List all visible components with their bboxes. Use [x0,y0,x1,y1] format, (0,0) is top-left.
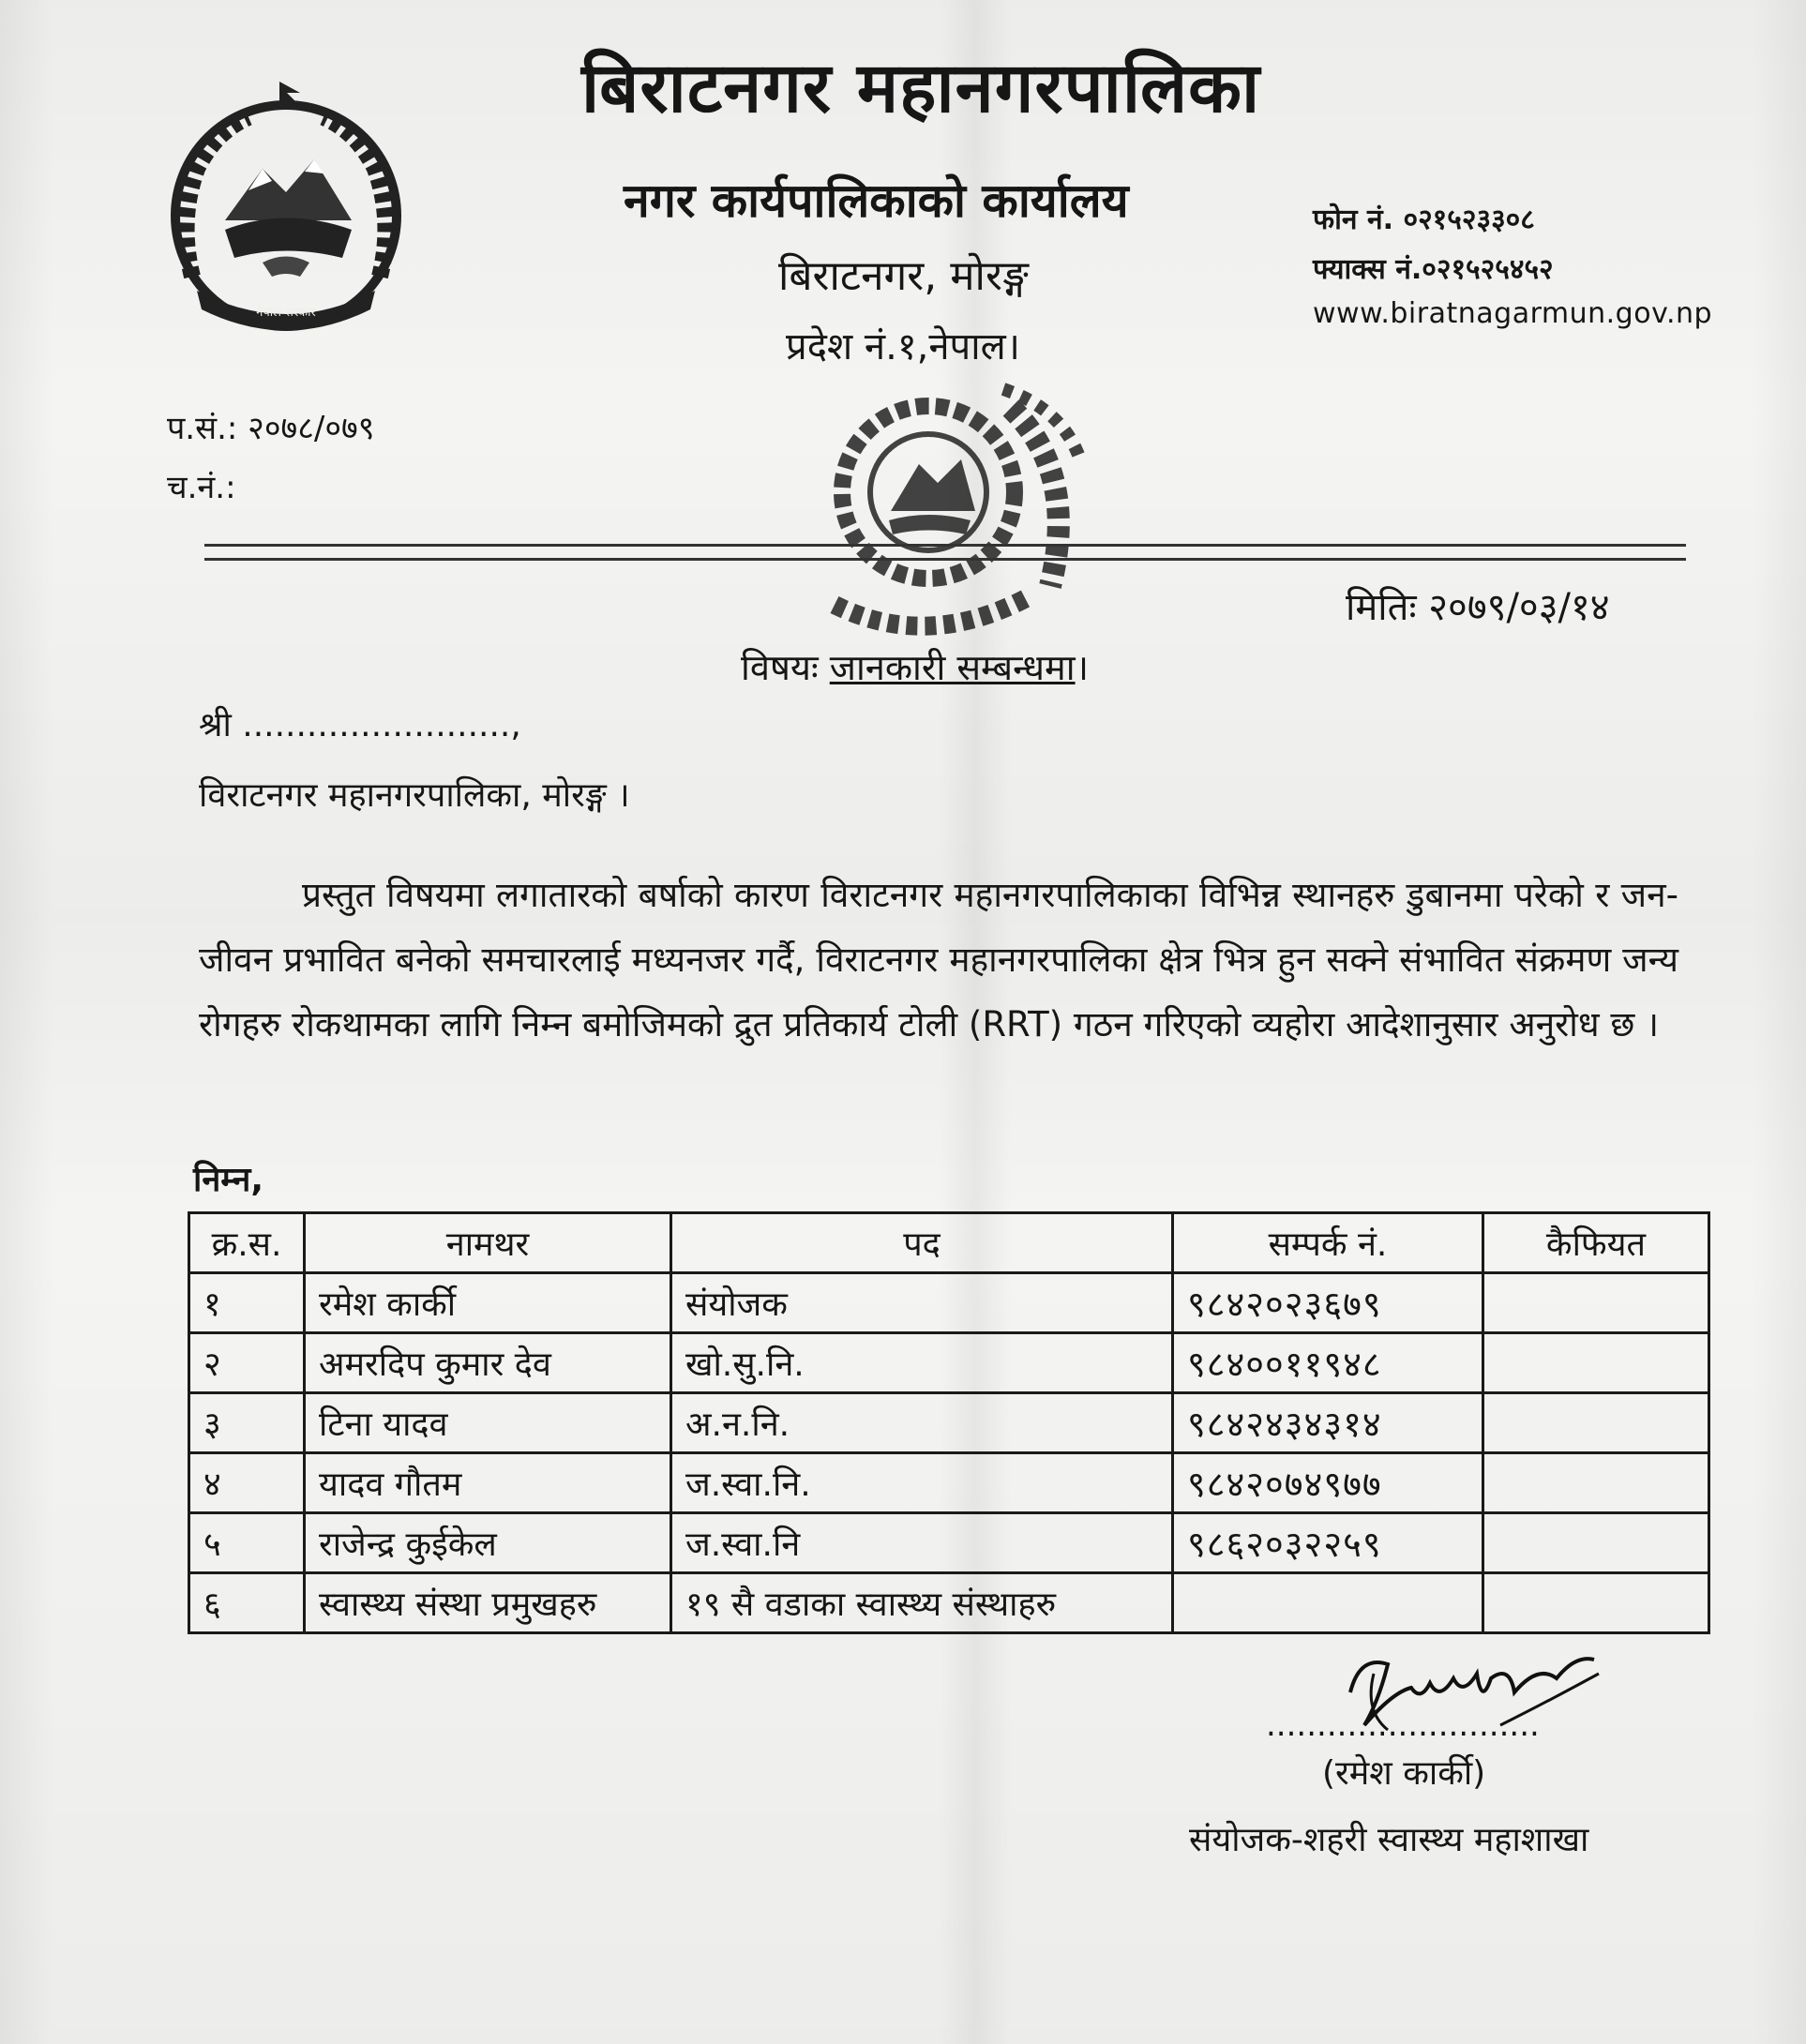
cell-remarks [1483,1393,1709,1453]
header-serial: क्र.स. [189,1213,305,1273]
cell-position: १९ सै वडाका स्वास्थ्य संस्थाहरु [671,1573,1173,1633]
rrt-member-table [188,1211,1710,1634]
nepal-government-emblem-icon [159,80,413,342]
cell-name: राजेन्द्र कुईकेल [305,1513,671,1573]
date-value: २०७९/०३/१४ [1428,586,1610,629]
cell-serial: १ [189,1273,305,1333]
cell-position: ज.स्वा.नि [671,1513,1173,1573]
header-remarks: कैफियत [1483,1213,1709,1273]
city-line: बिराटनगर, मोरङ्ग [778,252,1029,300]
handwritten-signature-icon [1322,1636,1603,1767]
cell-contact: ९८४२०२३६७९ [1173,1273,1483,1333]
recipient-line-1: श्री ........................., [199,706,521,744]
table-row [189,1573,1709,1633]
subject-end: । [1075,647,1089,688]
cell-serial: २ [189,1333,305,1393]
letter-subject [741,642,1089,691]
cell-remarks [1483,1333,1709,1393]
signatory-title: संयोजक-शहरी स्वास्थ्य महाशाखा [1189,1821,1589,1859]
cell-contact: ९८४२०७४९७७ [1173,1453,1483,1513]
table-row [189,1513,1709,1573]
cell-contact: ९८४२४३४३१४ [1173,1393,1483,1453]
cell-serial: ३ [189,1393,305,1453]
header-name: नामथर [305,1213,671,1273]
phone-number: फोन नं. ०२१५२३३०८ [1313,203,1535,236]
header-divider [204,544,1686,561]
cell-serial: ४ [189,1453,305,1513]
header-contact: सम्पर्क नं. [1173,1213,1483,1273]
website-link[interactable]: www.biratnagarmun.gov.np [1313,297,1713,330]
header-position: पद [671,1213,1173,1273]
fax-number: फ्याक्स नं.०२१५२५४५२ [1313,253,1554,286]
signature-line: ........................... [1266,1706,1540,1744]
cell-name: रमेश कार्की [305,1273,671,1333]
cell-name: टिना यादव [305,1393,671,1453]
subject-label: विषयः [741,647,819,688]
cell-contact: ९८६२०३२२५९ [1173,1513,1483,1573]
table-header-row [189,1213,1709,1273]
table-row [189,1393,1709,1453]
letter-body: प्रस्तुत विषयमा लगातारको बर्षाको कारण विराटनगर महानगरपालिकाका विभिन्न स्थानहरु डुबानमा परेको र जन-जीवन प्रभावित बनेको समचारलाई मध्यनजर गर्दै, विराटनगर महानगरपालिका क्षेत्र भित्र हुन सक्ने संभावित संक्रमण जन्य रोगहरु रोकथामका लागि निम्न बमोजिमको द्रुत प्रतिकार्य टोली (RRT) गठन गरिएको व्यहोरा आदेशानुसार अनुरोध छ । [199,875,1678,1045]
cell-remarks [1483,1453,1709,1513]
cell-remarks [1483,1273,1709,1333]
dispatch-number: च.नं.: [167,469,236,506]
recipient-line-2: विराटनगर महानगरपालिका, मोरङ्ग । [199,776,630,815]
cell-name: अमरदिप कुमार देव [305,1333,671,1393]
list-intro: निम्न, [193,1161,264,1199]
province-line: प्रदेश नं.१,नेपाल। [786,325,1020,368]
reference-number: प.सं.: २०७८/०७९ [167,410,375,447]
date-label: मितिः [1346,586,1417,629]
office-name: नगर कार्यपालिकाको कार्यालय [624,173,1129,228]
cell-serial: ६ [189,1573,305,1633]
cell-position: संयोजक [671,1273,1173,1333]
cell-position: ज.स्वा.नि. [671,1453,1173,1513]
letter-date [1346,579,1610,631]
table-row [189,1333,1709,1393]
cell-serial: ५ [189,1513,305,1573]
cell-position: खो.सु.नि. [671,1333,1173,1393]
signatory-name: (रमेश कार्की) [1322,1754,1486,1793]
emblem-ring-text: नेपाल सरकार [256,306,316,320]
cell-name: यादव गौतम [305,1453,671,1513]
org-name: बिराटनगर महानगरपालिका [581,48,1261,128]
office-seal-stamp-icon [778,370,1116,680]
table-row [189,1453,1709,1513]
cell-remarks [1483,1573,1709,1633]
cell-position: अ.न.नि. [671,1393,1173,1453]
cell-contact: ९८४००११९४८ [1173,1333,1483,1393]
subject-value: जानकारी सम्बन्धमा [829,647,1076,688]
cell-name: स्वास्थ्य संस्था प्रमुखहरु [305,1573,671,1633]
cell-remarks [1483,1513,1709,1573]
table-row [189,1273,1709,1333]
cell-contact [1173,1573,1483,1633]
